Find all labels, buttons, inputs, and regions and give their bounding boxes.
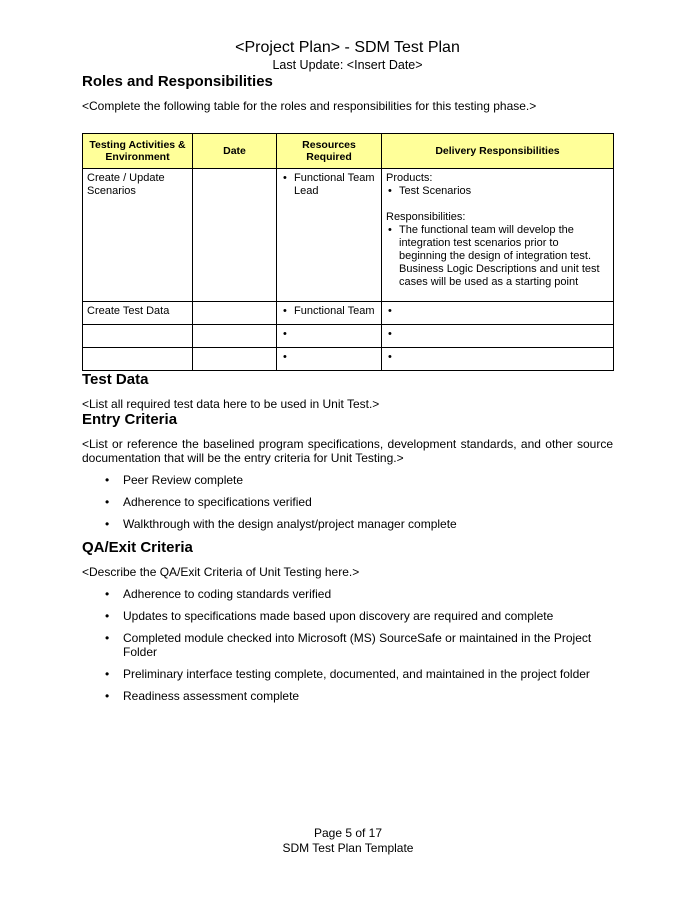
cell-date <box>193 348 277 371</box>
column-header-date: Date <box>193 134 277 169</box>
list-item: • Adherence to coding standards verified <box>82 587 613 601</box>
delivery-bullet <box>386 305 609 318</box>
cell-delivery <box>382 302 614 325</box>
cell-delivery <box>382 348 614 371</box>
resource-bullet: • Functional Team <box>281 305 377 318</box>
test-data-intro: <List all required test data here to be used in Unit Test.> <box>82 397 380 411</box>
cell-activity <box>83 325 193 348</box>
cell-date <box>193 302 277 325</box>
list-item: • Completed module checked into Microsoft (MS) SourceSafe or maintained in the Project Folder <box>82 631 613 659</box>
cell-resources <box>277 169 382 302</box>
cell-resources <box>277 325 382 348</box>
title-block <box>82 38 613 73</box>
resource-bullet <box>281 328 377 341</box>
responsibilities-label: Responsibilities: <box>386 211 466 223</box>
entry-criteria-intro: <List or reference the baselined program specifications, development standards, and other source documentation that will be the entry criteria for Unit Testing.> <box>82 437 613 465</box>
date-text <box>197 351 272 364</box>
resource-bullet: • Functional Team Lead <box>281 172 377 198</box>
responsibility-bullet: • The functional team will develop the integration test scenarios prior to beginning the design of integration test. Business Logic Descriptions and unit test cases will be used as a starting point <box>386 224 609 289</box>
column-header-testing-activities: Testing Activities & Environment <box>83 134 193 169</box>
cell-resources <box>277 302 382 325</box>
cell-resources <box>277 348 382 371</box>
cell-date <box>193 169 277 302</box>
products-label: Products: <box>386 172 433 184</box>
document-title: <Project Plan> - SDM Test Plan <box>235 39 460 56</box>
list-item: • Preliminary interface testing complete, documented, and maintained in the project folder <box>82 667 613 681</box>
list-item: • Updates to specifications made based upon discovery are required and complete <box>82 609 613 623</box>
roles-intro: <Complete the following table for the roles and responsibilities for this testing phase.> <box>82 99 537 113</box>
delivery-bullet <box>386 351 609 364</box>
cell-activity <box>83 302 193 325</box>
entry-criteria-heading: Entry Criteria <box>82 411 178 428</box>
activity-text: Create Test Data <box>87 305 170 317</box>
table-header-row <box>83 134 614 169</box>
footer-document-name: SDM Test Plan Template <box>282 841 414 855</box>
qa-exit-criteria-list <box>82 587 613 703</box>
date-text <box>197 328 272 341</box>
product-bullet: • Test Scenarios <box>386 185 609 198</box>
list-item: • Adherence to specifications verified <box>82 495 613 509</box>
page-footer <box>0 826 696 856</box>
roles-table <box>82 133 614 371</box>
column-header-resources: Resources Required <box>277 134 382 169</box>
list-item: • Peer Review complete <box>82 473 613 487</box>
list-item: • Walkthrough with the design analyst/project manager complete <box>82 517 613 531</box>
table-row <box>83 302 614 325</box>
table-row <box>83 348 614 371</box>
resource-bullet <box>281 351 377 364</box>
date-text <box>197 172 272 185</box>
footer-page-number: Page 5 of 17 <box>313 826 383 840</box>
table-row <box>83 169 614 302</box>
activity-text <box>87 351 188 364</box>
cell-delivery <box>382 169 614 302</box>
qa-exit-criteria-intro: <Describe the QA/Exit Criteria of Unit Testing here.> <box>82 565 360 579</box>
document-subtitle: Last Update: <Insert Date> <box>272 58 423 72</box>
column-header-delivery: Delivery Responsibilities <box>382 134 614 169</box>
table-row <box>83 325 614 348</box>
test-data-heading: Test Data <box>82 371 149 388</box>
cell-activity <box>83 348 193 371</box>
cell-activity <box>83 169 193 302</box>
cell-delivery <box>382 325 614 348</box>
cell-date <box>193 325 277 348</box>
qa-exit-criteria-heading: QA/Exit Criteria <box>82 539 193 556</box>
activity-text: Create / Update Scenarios <box>87 172 165 197</box>
list-item: • Readiness assessment complete <box>82 689 613 703</box>
entry-criteria-list <box>82 473 613 531</box>
roles-heading: Roles and Responsibilities <box>82 73 273 90</box>
delivery-bullet <box>386 328 609 341</box>
activity-text <box>87 328 188 341</box>
blank-line <box>386 198 609 211</box>
date-text <box>197 305 272 318</box>
